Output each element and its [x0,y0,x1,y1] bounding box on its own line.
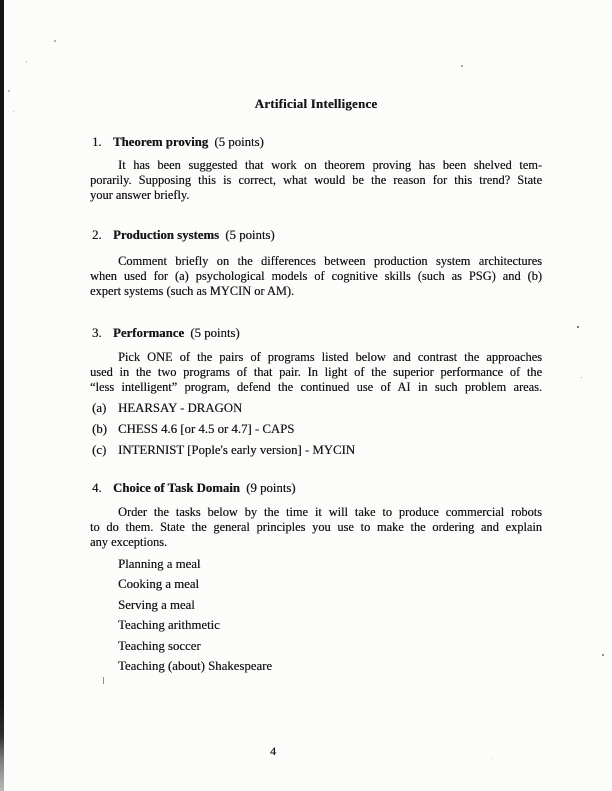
option-b-label: (b) [92,422,107,436]
question-4-points: (9 points) [246,481,296,495]
question-1-body [90,158,542,204]
option-a-row [92,401,242,416]
question-1-heading [92,135,264,150]
scan-tick-artifact [103,677,104,684]
question-1-points: (5 points) [214,135,264,149]
task-item: Cooking a meal [118,577,200,591]
option-c-label: (c) [92,443,107,457]
body-line: to do them. State the general principles you use to make the ordering and explain [90,520,542,535]
option-c-row [92,443,355,458]
question-2-points: (5 points) [225,228,275,242]
task-item: Teaching (about) Shakespeare [118,659,273,673]
question-3-points: (5 points) [190,326,240,340]
question-2-title: Production systems [113,228,220,242]
scan-speck [581,377,582,378]
scan-speck [8,90,10,92]
body-line: Pick ONE of the pairs of programs listed below and contrast the approaches [118,350,542,364]
task-item: Teaching arithmetic [118,618,220,632]
body-line: used in the two programs of that pair. In light of the superior performance of the [90,365,542,380]
body-line: Order the tasks below by the time it will take to produce commercial robots [118,505,542,519]
question-1-number: 1. [92,135,102,149]
option-b-text: CHESS 4.6 [or 4.5 or 4.7] - CAPS [118,422,295,436]
question-3-title: Performance [113,326,185,340]
body-line: your answer briefly. [90,188,190,203]
body-line: when used for (a) psychological models of cognitive skills (such as PSG) and (b) [90,269,542,284]
question-4-heading [92,481,296,496]
option-c-text: INTERNIST [Pople's early version] - MYCIN [118,443,355,457]
option-a-label: (a) [92,401,107,415]
document-title: Artificial Intelligence [254,96,378,111]
body-line: expert systems (such as MYCIN or AM). [90,284,295,299]
scan-speck [461,65,463,67]
question-4-body [90,505,542,551]
body-line: any exceptions. [90,535,168,550]
task-item: Planning a meal [118,557,201,571]
body-line: It has been suggested that work on theorem proving has been shelved tem- [118,158,542,172]
question-2-heading [92,228,275,243]
body-line: porarily. Supposing this is correct, what would be the reason for this trend? State [90,173,542,188]
scan-speck [577,326,579,328]
question-4-title: Choice of Task Domain [113,481,240,495]
scan-speck [492,758,493,759]
question-2-body [90,254,542,300]
body-line: “less intelligent” program, defend the continued use of AI in such problem areas. [90,380,542,395]
question-3-body [90,350,542,396]
scan-speck [13,111,14,112]
option-a-text: HEARSAY - DRAGON [118,401,243,415]
scan-edge-artifact [0,0,4,791]
scan-speck [26,61,27,63]
scan-speck [54,40,56,42]
option-b-row [92,422,294,437]
task-item: Serving a meal [118,598,195,612]
question-2-number: 2. [92,228,102,242]
question-1-title: Theorem proving [113,135,209,149]
question-3-heading [92,326,240,341]
scan-speck [602,654,604,656]
question-4-number: 4. [92,481,102,495]
task-item: Teaching soccer [118,639,201,653]
body-line: Comment briefly on the differences between production system architectures [118,254,542,268]
page-number: 4 [270,744,276,758]
question-3-number: 3. [92,326,102,340]
